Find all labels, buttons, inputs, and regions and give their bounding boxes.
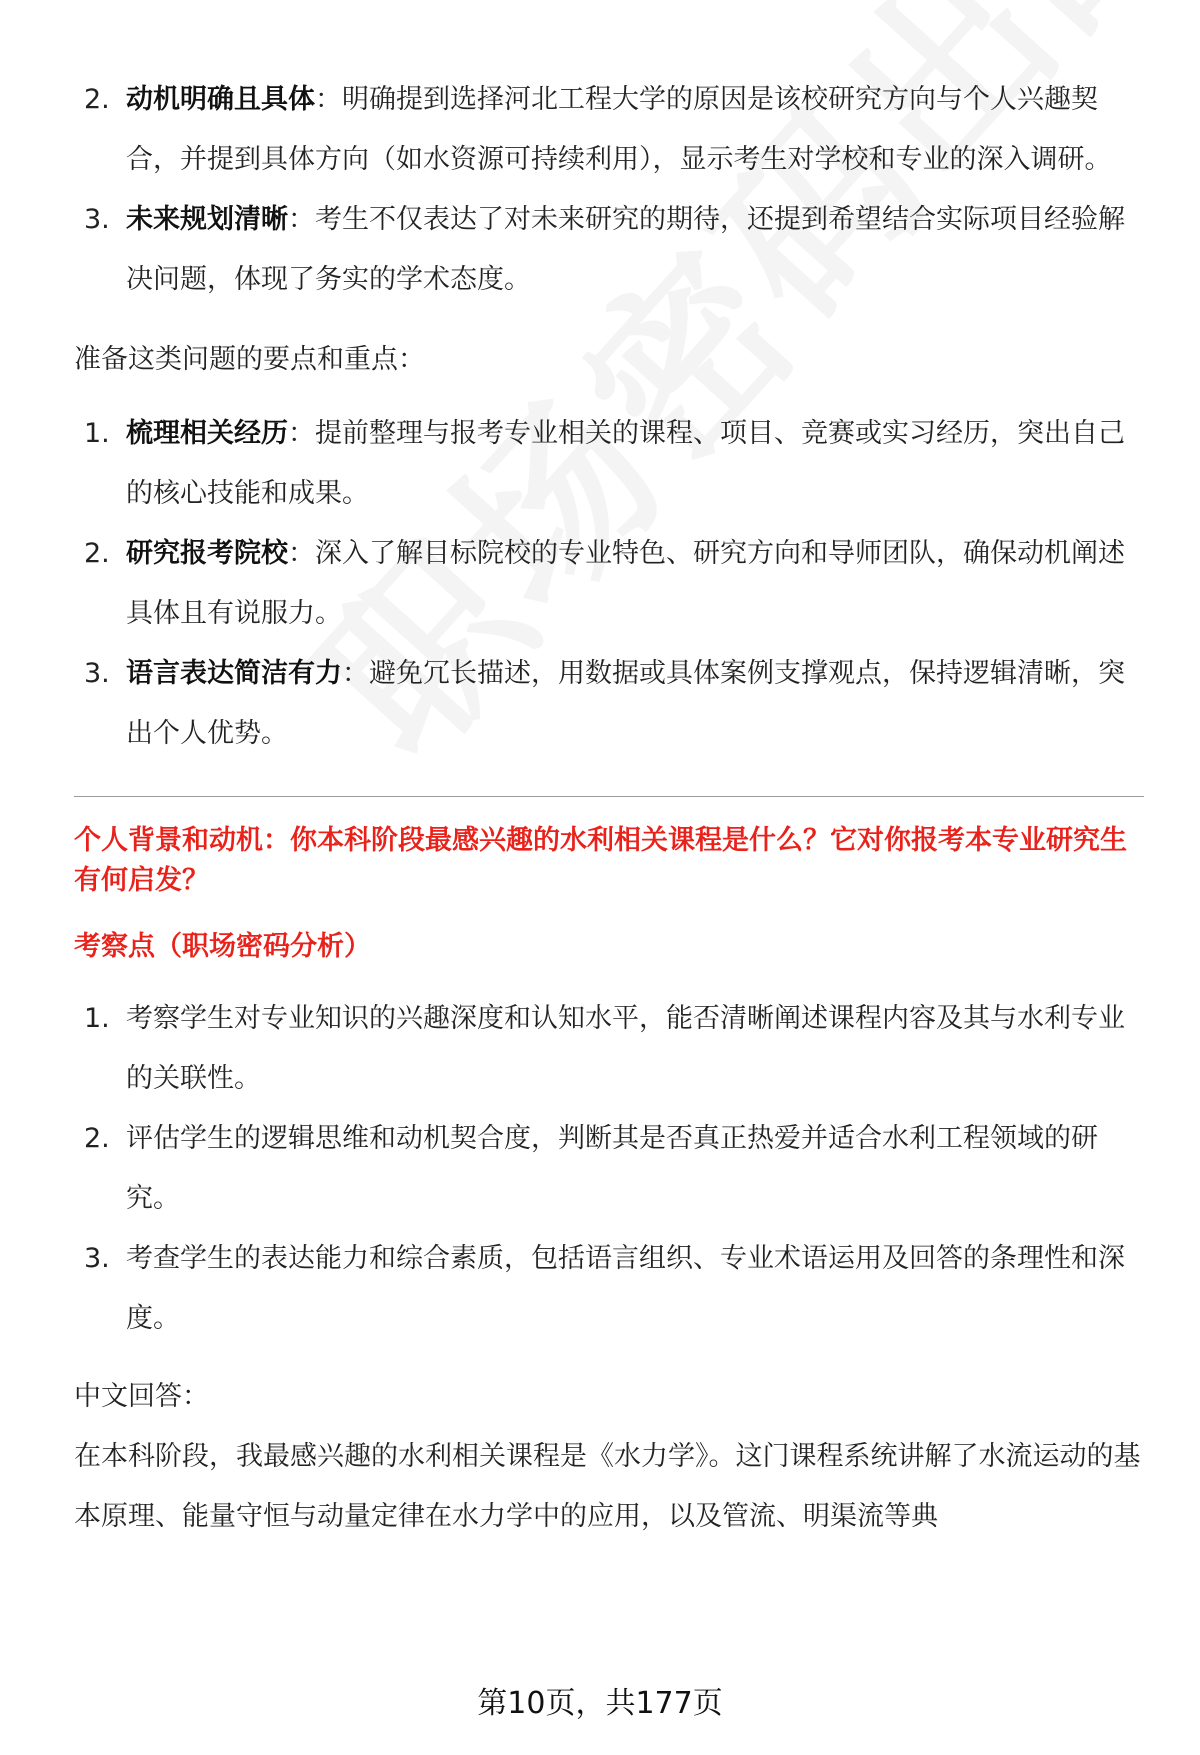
list-item: [74, 1109, 1144, 1229]
list-item-title: 梳理相关经历: [126, 418, 288, 449]
list-item: [74, 190, 1144, 310]
list-item: [74, 524, 1144, 644]
list-item-separator: ：: [288, 538, 315, 569]
list-item: [74, 1229, 1144, 1349]
list-number: 2.: [84, 84, 110, 115]
list-number: 2.: [84, 1123, 110, 1154]
prep-list: [74, 404, 1144, 764]
list-item-title: 动机明确且具体: [126, 84, 315, 115]
list-item-text: 避免冗长描述，用数据或具体案例支撑观点，保持逻辑清晰，突出个人优势。: [126, 658, 1125, 749]
list-item-text: 考察学生对专业知识的兴趣深度和认知水平，能否清晰阐述课程内容及其与水利专业的关联性。: [126, 1003, 1125, 1094]
list-item-text: 深入了解目标院校的专业特色、研究方向和导师团队，确保动机阐述具体且有说服力。: [126, 538, 1125, 629]
list-item-title: 语言表达简洁有力: [126, 658, 342, 689]
list-item-separator: ：: [288, 204, 315, 235]
list-item: [74, 644, 1144, 764]
list-item: [74, 989, 1144, 1109]
list-item-title: 未来规划清晰: [126, 204, 288, 235]
list-number: 2.: [84, 538, 110, 569]
answer-text: 在本科阶段，我最感兴趣的水利相关课程是《水力学》。这门课程系统讲解了水流运动的基本原理、能量守恒与动量定律在水力学中的应用，以及管流、明渠流等典: [74, 1441, 1141, 1532]
exam-point-list: [74, 989, 1144, 1349]
list-item-separator: ：: [288, 418, 315, 449]
page-number: 第10页，共177页: [477, 1686, 723, 1721]
question-title: 个人背景和动机：你本科阶段最感兴趣的水利相关课程是什么？它对你报考本专业研究生有何启发？: [74, 825, 1127, 896]
answer-heading: 中文回答：: [74, 1381, 209, 1412]
list-item-text: 考查学生的表达能力和综合素质，包括语言组织、专业术语运用及回答的条理性和深度。: [126, 1243, 1125, 1334]
section-divider: [74, 796, 1144, 797]
list-number: 1.: [84, 1003, 110, 1034]
list-item-text: 明确提到选择河北工程大学的原因是该校研究方向与个人兴趣契合，并提到具体方向（如水资源可持续利用），显示考生对学校和专业的深入调研。: [126, 84, 1112, 175]
exam-point-title: 考察点（职场密码分析）: [74, 931, 371, 962]
list-number: 3.: [84, 658, 110, 689]
evaluation-list: [74, 70, 1144, 310]
page-content: [74, 70, 1144, 1547]
list-number: 3.: [84, 1243, 110, 1274]
list-item-title: 研究报考院校: [126, 538, 288, 569]
list-item: [74, 404, 1144, 524]
list-number: 3.: [84, 204, 110, 235]
list-item-text: 评估学生的逻辑思维和动机契合度，判断其是否真正热爱并适合水利工程领域的研究。: [126, 1123, 1098, 1214]
list-item-separator: ：: [315, 84, 342, 115]
list-item-text: 考生不仅表达了对未来研究的期待，还提到希望结合实际项目经验解决问题，体现了务实的学术态度。: [126, 204, 1125, 295]
list-item-text: 提前整理与报考专业相关的课程、项目、竞赛或实习经历，突出自己的核心技能和成果。: [126, 418, 1125, 509]
list-item-separator: ：: [342, 658, 369, 689]
list-item: [74, 70, 1144, 190]
prep-heading: 准备这类问题的要点和重点：: [74, 344, 425, 375]
list-number: 1.: [84, 418, 110, 449]
